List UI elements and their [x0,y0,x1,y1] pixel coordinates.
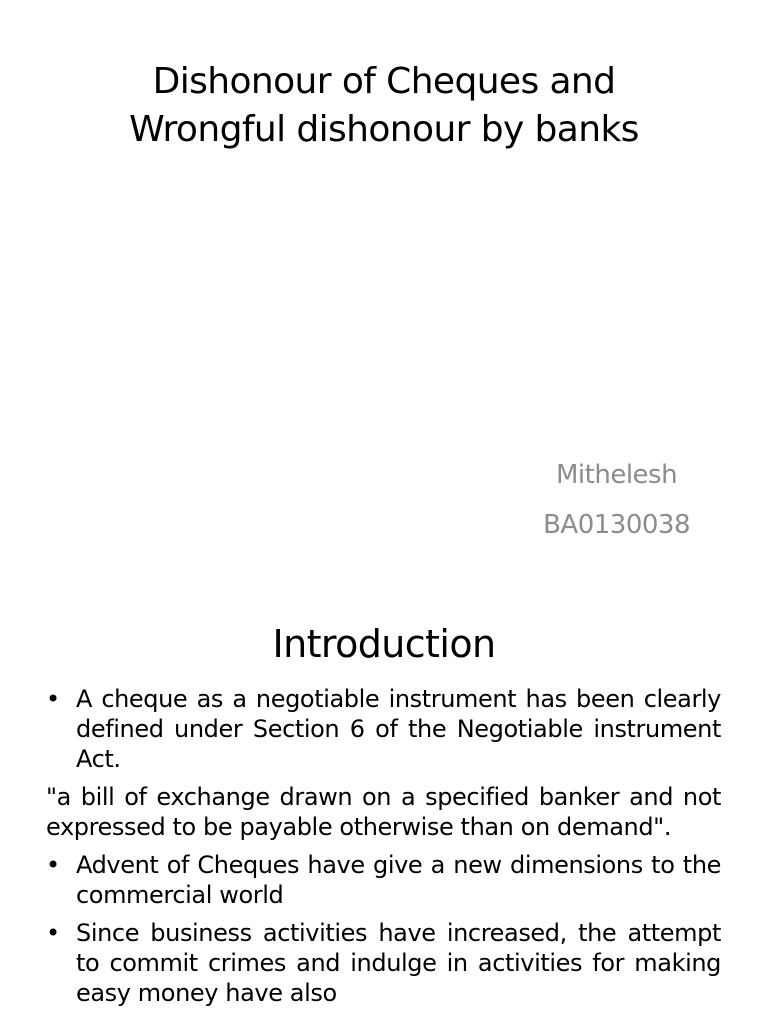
bullet-item [46,684,721,774]
bullet-icon: • [46,919,60,947]
slide-heading: Introduction [272,622,496,666]
slide-content [46,684,721,1016]
bullet-item [46,850,721,910]
slide-subtitle [543,450,690,550]
bullet-item [46,918,721,1008]
introduction-slide [0,592,768,1024]
title-line-2: Wrongful dishonour by banks [129,109,639,150]
author-id: BA0130038 [543,510,690,540]
bullet-text: Since business activities have increased, the attempt to commit crimes and indulge in activities for making easy money have also [76,919,721,1007]
bullet-icon: • [46,685,60,713]
slide-title [40,58,728,154]
quote-paragraph: "a bill of exchange drawn on a specified banker and not expressed to be payable otherwise than on demand". [46,783,721,841]
bullet-icon: • [46,851,60,879]
bullet-text: A cheque as a negotiable instrument has been clearly defined under Section 6 of the Negotiable instrument Act. [76,685,721,773]
author-name: Mithelesh [556,460,678,490]
title-line-1: Dishonour of Cheques and [152,61,616,102]
bullet-text: Advent of Cheques have give a new dimensions to the commercial world [76,851,721,909]
